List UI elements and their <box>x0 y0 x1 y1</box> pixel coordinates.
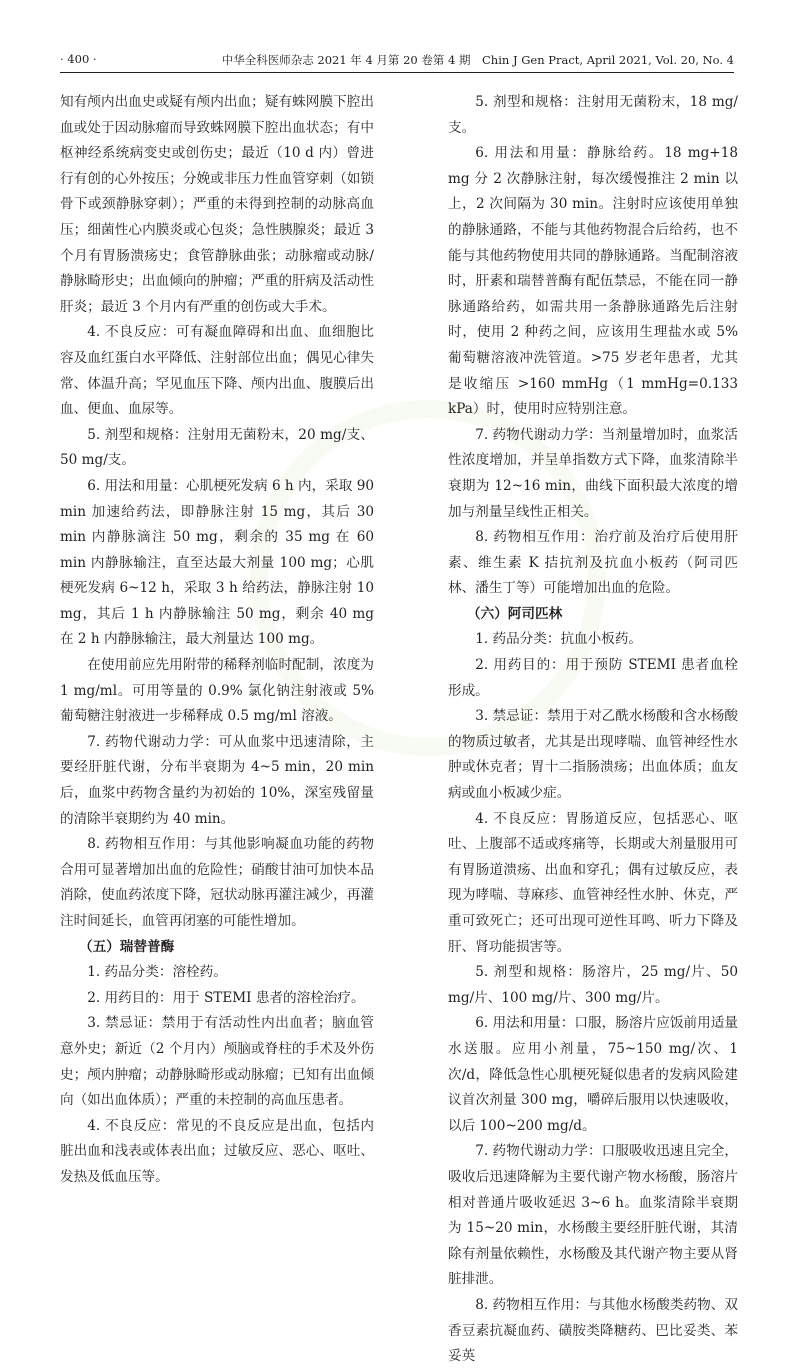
paragraph: 知有颅内出血史或疑有颅内出血；疑有蛛网膜下腔出血或处于因动脉瘤而导致蛛网膜下腔出血状态；有中枢神经系统病变史或创伤史；最近（10 d 内）曾进行有创的心外按压；分娩或非压力性血管穿刺（如锁骨下或颈静脉穿刺）；严重的未得到控制的动脉高血压；细菌性心内膜炎或心包炎；急性胰腺炎；最近 3 个月有胃肠溃疡史；食管静脉曲张；动脉瘤或动脉/静脉畸形史；出血倾向的肿瘤；严重的肝病及活动性肝炎；最近 3 个月内有严重的创伤或大手术。 <box>60 94 374 315</box>
paragraph: 4. 不良反应：可有凝血障碍和出血、血细胞比容及血红蛋白水平降低、注射部位出血；偶见心律失常、体温升高；罕见血压下降、颅内出血、腹膜后出血、便血、血尿等。 <box>60 324 374 418</box>
paragraph: 8. 药物相互作用：与其他水杨酸类药物、双香豆素抗凝血药、磺胺类降糖药、巴比妥类、苯妥英 <box>448 1296 738 1365</box>
paragraph: 2. 用药目的：用于预防 STEMI 患者血栓形成。 <box>448 657 738 699</box>
paragraph: 6. 用法和用量：静脉给药。18 mg+18 mg 分 2 次静脉注射，每次缓慢推注 2 min 以上，2 次间隔为 30 min。注射时应该使用单独的静脉通路，不能与其他药物混合后给药，也不能与其他药物使用共同的静脉通路。当配制溶液时，肝素和瑞替普酶有配伍禁忌，不能在同一静脉通路给药，如需共用一条静脉通路先后注射时，使用 2 种药之间，应该用生理盐水或 5% 葡萄糖溶液冲洗管道。>75 岁老年患者，尤其是收缩压 >160 mmHg（1 mmHg=0.133 kPa）时，使用时应特别注意。 <box>448 145 738 418</box>
section-heading: （五）瑞替普酶 <box>79 938 175 955</box>
page-number: · 400 · <box>60 52 97 66</box>
paragraph: 6. 用法和用量：心肌梗死发病 6 h 内，采取 90 min 加速给药法，即静脉注射 15 mg，其后 30 min 内静脉滴注 50 mg，剩余的 35 mg 在 60 min 内静脉输注，直至达最大剂量 100 mg；心肌梗死发病 6~12 h，采取 3 h 给药法，静脉注射 10 mg，其后 1 h 内静脉输注 50 mg，剩余 40 mg 在 2 h 内静脉输注，最大剂量达 100 mg。 <box>60 477 374 648</box>
paragraph: 2. 用药目的：用于 STEMI 患者的溶栓治疗。 <box>87 989 365 1006</box>
paragraph: 7. 药物代谢动力学：口服吸收迅速且完全，吸收后迅速降解为主要代谢产物水杨酸，肠溶片相对普通片吸收延迟 3~6 h。血浆清除半衰期为 15~20 min，水杨酸主要经肝脏代谢，其清除有剂量依赖性，水杨酸及其代谢产物主要从肾脏排泄。 <box>448 1143 738 1288</box>
paragraph: 5. 剂型和规格：注射用无菌粉末，20 mg/支、50 mg/支。 <box>60 426 374 469</box>
paragraph: 6. 用法和用量：口服，肠溶片应饭前用适量水送服。应用小剂量，75~150 mg/次、1 次/d，降低急性心肌梗死疑似患者的发病风险建议首次剂量 300 mg，嚼碎后服用以快速吸收，以后 100~200 mg/d。 <box>448 1015 738 1134</box>
paragraph: 4. 不良反应：常见的不良反应是出血，包括内脏出血和浅表或体表出血；过敏反应、恶心、呕吐、发热及低血压等。 <box>60 1117 374 1185</box>
paragraph: 4. 不良反应：胃肠道反应，包括恶心、呕吐、上腹部不适或疼痛等，长期或大剂量服用可有胃肠道溃疡、出血和穿孔；偶有过敏反应，表现为哮喘、荨麻疹、血管神经性水肿、休克，严重可致死亡；还可出现可逆性耳鸣、听力下降及肝、肾功能损害等。 <box>448 810 738 955</box>
left-column <box>60 90 374 1191</box>
paragraph: 5. 剂型和规格：注射用无菌粉末，18 mg/支。 <box>448 94 738 136</box>
journal-citation: 中华全科医师杂志 2021 年 4 月第 20 卷第 4 期 Chin J Gen Pract, April 2021, Vol. 20, No. 4 <box>221 53 734 67</box>
paragraph: 3. 禁忌证：禁用于对乙酰水杨酸和含水杨酸的物质过敏者，尤其是出现哮喘、血管神经性水肿或休克者；胃十二指肠溃疡；出血体质；血友病或血小板减少症。 <box>448 708 738 802</box>
paragraph: 7. 药物代谢动力学：可从血浆中迅速清除，主要经肝脏代谢，分布半衰期为 4~5 min，20 min 后，血浆中药物含量约为初始的 10%，深室残留量的清除半衰期约为 40 min。 <box>60 733 374 827</box>
paragraph: 8. 药物相互作用：治疗前及治疗后使用肝素、维生素 K 拮抗剂及抗血小板药（阿司匹林、潘生丁等）可能增加出血的危险。 <box>448 529 738 597</box>
paragraph: 8. 药物相互作用：与其他影响凝血功能的药物合用可显著增加出血的危险性；硝酸甘油可加快本品消除，使血药浓度下降，冠状动脉再灌注减少，再灌注时间延长，血管再闭塞的可能性增加。 <box>60 836 374 929</box>
paragraph: 在使用前应先用附带的稀释剂临时配制，浓度为 1 mg/ml。可用等量的 0.9% 氯化钠注射液或 5% 葡萄糖注射液进一步稀释成 0.5 mg/ml 溶液。 <box>60 657 374 725</box>
paragraph: 1. 药品分类：溶栓药。 <box>87 964 227 981</box>
paragraph: 7. 药物代谢动力学：当剂量增加时，血浆活性浓度增加，并呈单指数方式下降，血浆清除半衰期为 12~16 min，曲线下面积最大浓度的增加与剂量呈线性正相关。 <box>448 426 738 520</box>
section-heading: （六）阿司匹林 <box>467 605 563 622</box>
paragraph: 5. 剂型和规格：肠溶片，25 mg/片、50 mg/片、100 mg/片、300 mg/片。 <box>448 964 738 1006</box>
page-header <box>60 52 734 73</box>
right-column <box>448 90 738 1370</box>
paragraph: 3. 禁忌证：禁用于有活动性内出血者；脑血管意外史；新近（2 个月内）颅脑或脊柱的手术及外伤史；颅内肿瘤；动静脉畸形或动脉瘤；已知有出血倾向（如出血体质）；严重的未控制的高血压患者。 <box>60 1015 374 1109</box>
paragraph: 1. 药品分类：抗血小板药。 <box>475 631 643 648</box>
